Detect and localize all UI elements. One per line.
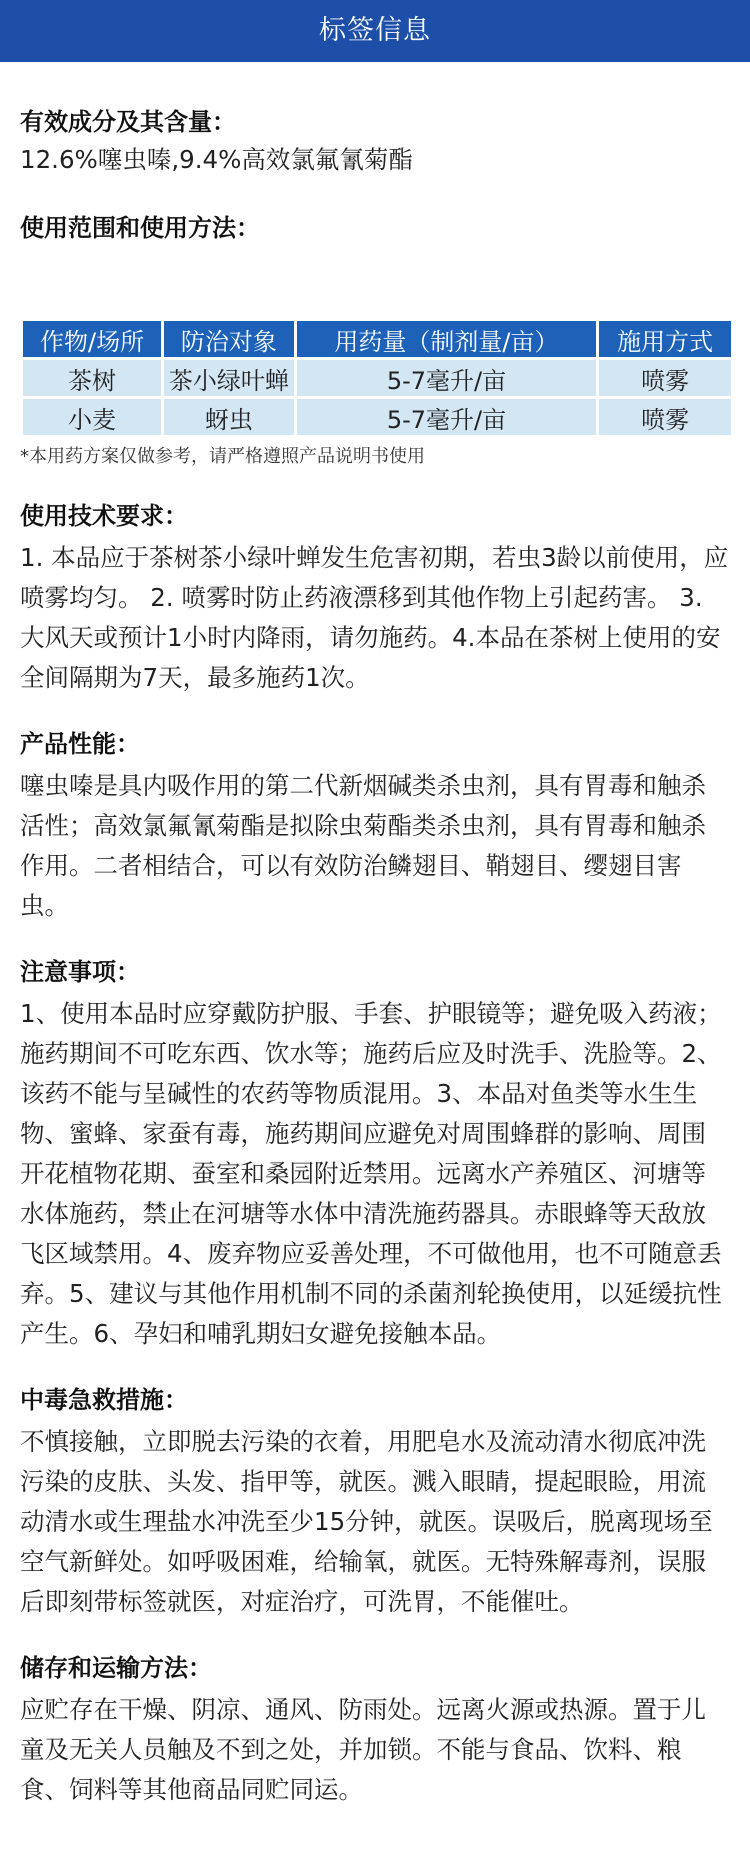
ingredients-text: 12.6%噻虫嗪,9.4%高效氯氟氰菊酯 xyxy=(20,145,413,174)
first-aid-section xyxy=(20,1382,730,1622)
header-crop: 作物/场所 xyxy=(23,321,161,357)
cell-target: 蚜虫 xyxy=(164,399,294,435)
header-dosage: 用药量（制剂量/亩） xyxy=(297,321,597,357)
header-target: 防治对象 xyxy=(164,321,294,357)
storage-section xyxy=(20,1650,730,1810)
technical-text: 1. 本品应于茶树茶小绿叶蝉发生危害初期，若虫3龄以前使用，应喷雾均匀。 2. 喷雾时防止药液漂移到其他作物上引起药害。 3. 大风天或预计1小时内降雨，请勿施药。4.本品在茶树上使用的安全间隔期为7天，最多施药1次。 xyxy=(20,543,729,692)
usage-note: *本用药方案仅做参考，请严格遵照产品说明书使用 xyxy=(20,446,425,467)
dosage-table xyxy=(20,318,734,438)
usage-title: 使用范围和使用方法： xyxy=(20,214,260,242)
usage-section xyxy=(20,210,730,246)
cell-method: 喷雾 xyxy=(599,360,731,396)
first-aid-title: 中毒急救措施： xyxy=(20,1386,188,1414)
page-title: 标签信息 xyxy=(319,15,431,46)
precautions-title: 注意事项： xyxy=(20,958,140,986)
page-header xyxy=(0,0,750,62)
precautions-text: 1、使用本品时应穿戴防护服、手套、护眼镜等；避免吸入药液；施药期间不可吃东西、饮水等；施药后应及时洗手、洗脸等。2、该药不能与呈碱性的农药等物质混用。3、本品对鱼类等水生生物、蜜蜂、家蚕有毒，施药期间应避免对周围蜂群的影响、周围开花植物花期、蚕室和桑园附近禁用。远离水产养殖区、河塘等水体施药，禁止在河塘等水体中清洗施药器具。赤眼蜂等天敌放飞区域禁用。4、废弃物应妥善处理，不可做他用，也不可随意丢弃。5、建议与其他作用机制不同的杀菌剂轮换使用，以延缓抗性产生。6、孕妇和哺乳期妇女避免接触本品。 xyxy=(20,999,722,1348)
performance-title: 产品性能： xyxy=(20,730,140,758)
technical-title: 使用技术要求： xyxy=(20,502,188,530)
table-row xyxy=(23,399,731,435)
ingredients-section xyxy=(20,104,730,180)
ingredients-title: 有效成分及其含量： xyxy=(20,108,236,136)
header-method: 施用方式 xyxy=(599,321,731,357)
performance-section xyxy=(20,726,730,926)
cell-dosage: 5-7毫升/亩 xyxy=(297,399,597,435)
storage-title: 储存和运输方法： xyxy=(20,1654,212,1682)
cell-crop: 小麦 xyxy=(23,399,161,435)
precautions-section xyxy=(20,954,730,1354)
performance-text: 噻虫嗪是具内吸作用的第二代新烟碱类杀虫剂，具有胃毒和触杀活性；高效氯氟氰菊酯是拟除虫菊酯类杀虫剂，具有胃毒和触杀作用。二者相结合，可以有效防治鳞翅目、鞘翅目、缨翅目害虫。 xyxy=(20,771,706,920)
cell-method: 喷雾 xyxy=(599,399,731,435)
cell-dosage: 5-7毫升/亩 xyxy=(297,360,597,396)
cell-target: 茶小绿叶蝉 xyxy=(164,360,294,396)
cell-crop: 茶树 xyxy=(23,360,161,396)
table-row xyxy=(23,360,731,396)
technical-section xyxy=(20,498,730,698)
label-content xyxy=(0,104,750,1810)
storage-text: 应贮存在干燥、阴凉、通风、防雨处。远离火源或热源。置于儿童及无关人员触及不到之处，并加锁。不能与食品、饮料、粮食、饲料等其他商品同贮同运。 xyxy=(20,1695,706,1804)
first-aid-text: 不慎接触，立即脱去污染的衣着，用肥皂水及流动清水彻底冲洗污染的皮肤、头发、指甲等，就医。溅入眼睛，提起眼睑，用流动清水或生理盐水冲洗至少15分钟，就医。误吸后，脱离现场至空气新鲜处。如呼吸困难，给输氧，就医。无特殊解毒剂，误服后即刻带标签就医，对症治疗，可洗胃，不能催吐。 xyxy=(20,1427,713,1616)
table-header-row xyxy=(23,321,731,357)
